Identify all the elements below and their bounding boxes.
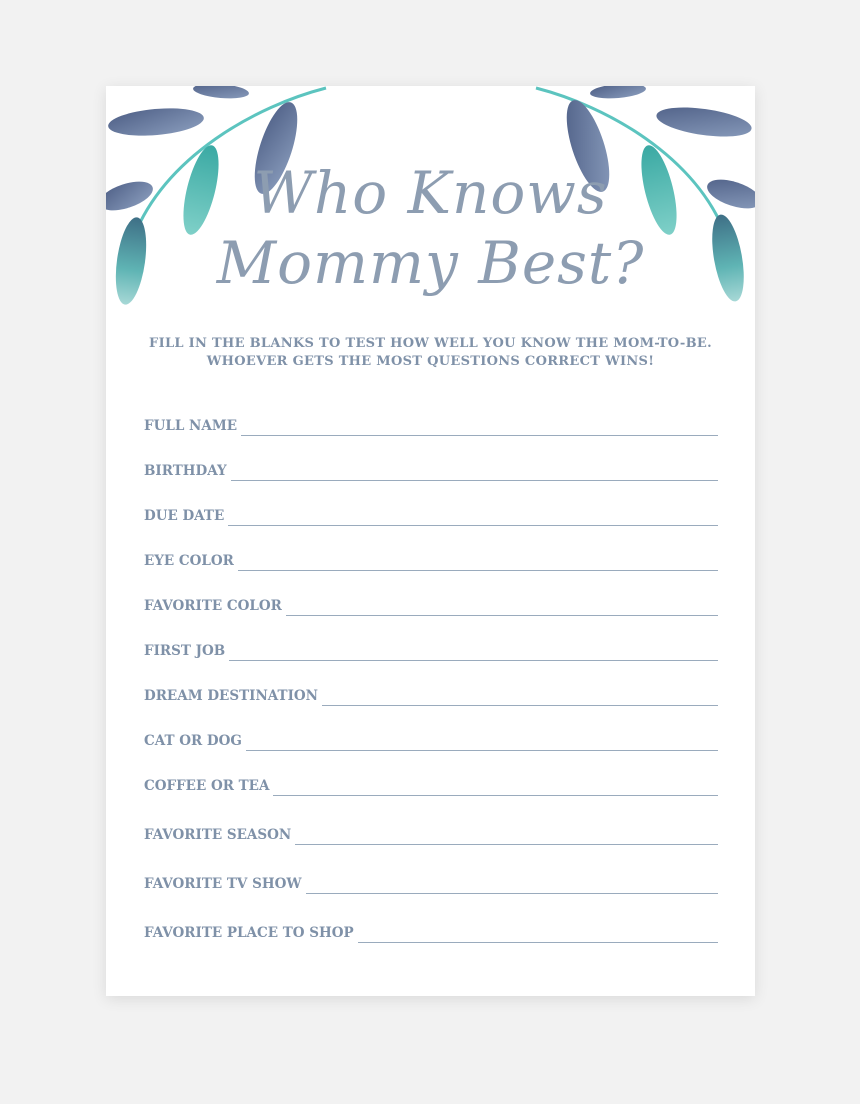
question-label: FAVORITE TV SHOW: [144, 876, 302, 892]
answer-blank-line[interactable]: [358, 942, 718, 943]
answer-blank-line[interactable]: [322, 705, 718, 706]
question-row: [144, 502, 718, 526]
printable-card: [106, 86, 755, 996]
answer-blank-line[interactable]: [241, 435, 718, 436]
question-label: DUE DATE: [144, 508, 225, 524]
question-row: [144, 727, 718, 751]
question-label: DREAM DESTINATION: [144, 688, 318, 704]
instructions-line-2: WHOEVER GETS THE MOST QUESTIONS CORRECT WINS!: [206, 354, 655, 369]
answer-blank-line[interactable]: [231, 480, 718, 481]
question-row: [144, 412, 718, 436]
question-label: COFFEE OR TEA: [144, 778, 270, 794]
question-label: FAVORITE SEASON: [144, 827, 292, 843]
title-line-1: Who Knows: [253, 159, 608, 227]
question-row: [144, 457, 718, 481]
question-row: [144, 772, 718, 796]
question-row: [144, 821, 718, 845]
answer-blank-line[interactable]: [286, 615, 718, 616]
answer-blank-line[interactable]: [273, 795, 718, 796]
question-row: [144, 870, 718, 894]
question-label: FULL NAME: [144, 418, 238, 434]
question-label: FAVORITE PLACE TO SHOP: [144, 925, 354, 941]
question-row: [144, 682, 718, 706]
question-label: BIRTHDAY: [144, 463, 227, 479]
question-label: FIRST JOB: [144, 643, 226, 659]
question-label: FAVORITE COLOR: [144, 598, 282, 614]
answer-blank-line[interactable]: [229, 660, 718, 661]
question-row: [144, 592, 718, 616]
question-row: [144, 637, 718, 661]
question-row: [144, 547, 718, 571]
question-label: EYE COLOR: [144, 553, 234, 569]
answer-blank-line[interactable]: [306, 893, 719, 894]
title-line-2: Mommy Best?: [216, 229, 645, 297]
question-label: CAT OR DOG: [144, 733, 242, 749]
question-row: [144, 919, 718, 943]
instructions: [106, 335, 755, 371]
answer-blank-line[interactable]: [228, 525, 718, 526]
answer-blank-line[interactable]: [246, 750, 718, 751]
answer-blank-line[interactable]: [295, 844, 718, 845]
instructions-line-1: FILL IN THE BLANKS TO TEST HOW WELL YOU KNOW THE MOM-TO-BE.: [149, 336, 712, 351]
answer-blank-line[interactable]: [238, 570, 718, 571]
